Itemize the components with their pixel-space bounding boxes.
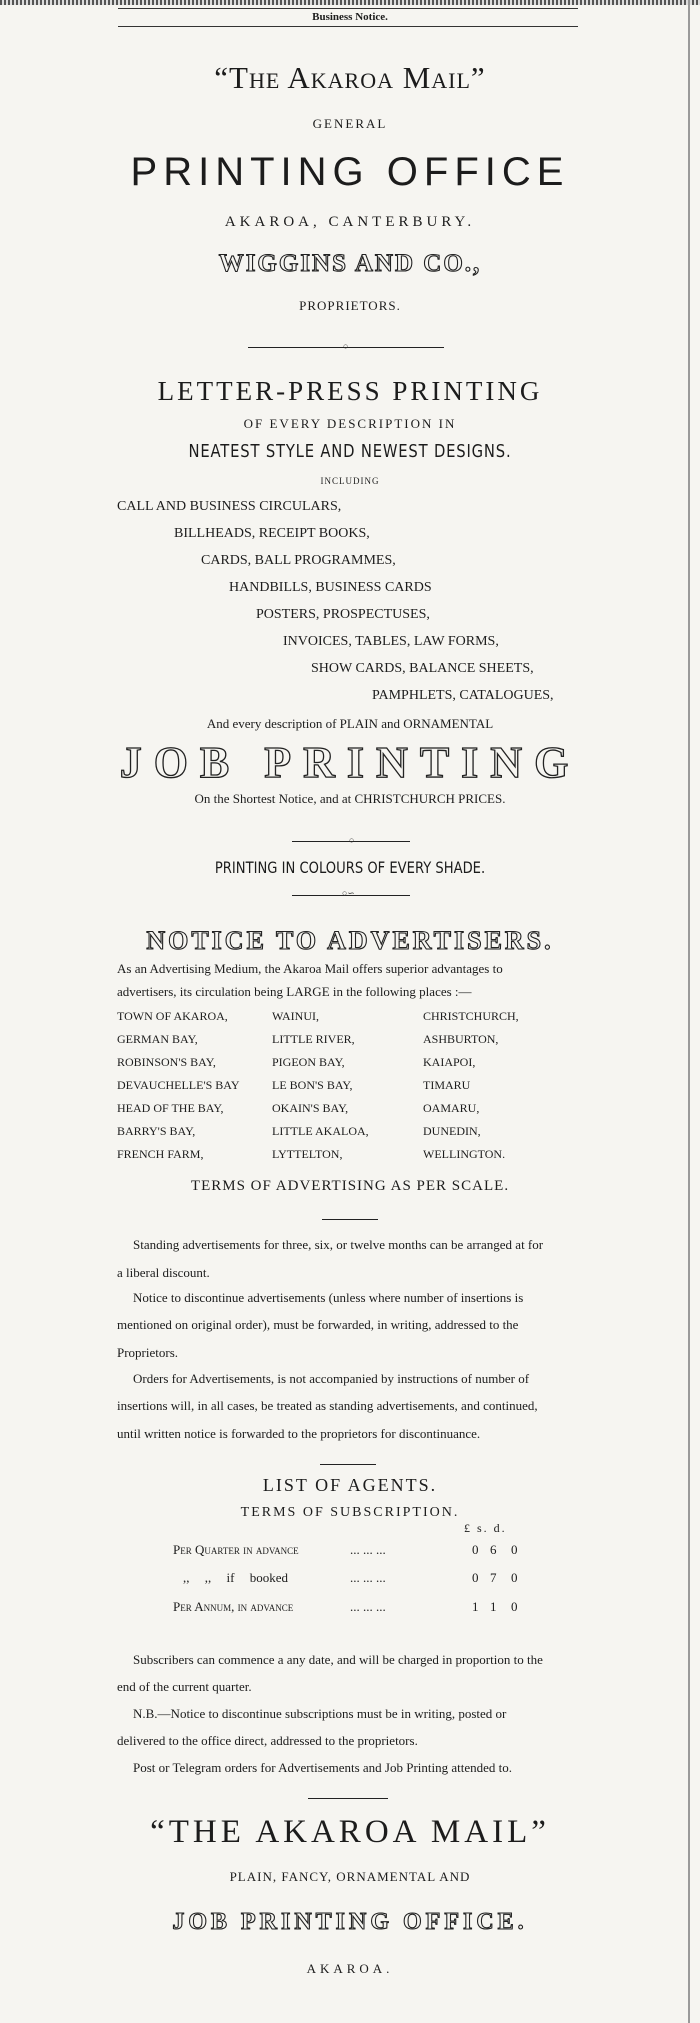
place-name: OKAIN'S BAY,: [272, 1101, 349, 1115]
currency-header: £ s. d.: [464, 1521, 507, 1535]
orders-paragraph: insertions will, in all cases, be treated as standing advertisements, and continued,: [117, 1398, 538, 1413]
service-item: PAMPHLETS, CATALOGUES,: [372, 688, 554, 703]
place-name: TOWN OF AKAROA,: [117, 1009, 228, 1023]
place-name: WELLINGTON.: [423, 1147, 506, 1161]
place-name: DUNEDIN,: [423, 1124, 481, 1138]
including-label: INCLUDING: [320, 476, 380, 486]
service-item: POSTERS, PROSPECTUSES,: [256, 607, 430, 622]
standing-ads-paragraph: Standing advertisements for three, six, or twelve months can be arranged at for: [133, 1237, 544, 1252]
job-printing-heading: JOB PRINTING: [119, 738, 581, 787]
row-leaders: ... ... ...: [350, 1570, 386, 1585]
row-leaders: ... ... ...: [350, 1542, 386, 1557]
header-rule-bottom: [118, 26, 578, 27]
header-rule-top: [118, 8, 578, 9]
place-name: LITTLE RIVER,: [272, 1032, 355, 1046]
place-name: LE BON'S BAY,: [272, 1078, 353, 1092]
nb-paragraph: N.B.—Notice to discontinue subscriptions must be in writing, posted or: [133, 1706, 507, 1721]
printing-office-heading: PRINTING OFFICE: [130, 150, 570, 194]
divider-4: [322, 1219, 378, 1220]
place-name: BARRY'S BAY,: [117, 1124, 196, 1138]
subscribers-paragraph: end of the current quarter.: [117, 1679, 252, 1694]
footer-title: “THE AKAROA MAIL”: [150, 1814, 550, 1850]
orders-paragraph: Orders for Advertisements, is not accompanied by instructions of number of: [133, 1371, 530, 1386]
row-pounds: 0: [472, 1542, 479, 1557]
place-name: KAIAPOI,: [423, 1055, 476, 1069]
row-pence: 0: [511, 1599, 518, 1614]
agents-heading: LIST OF AGENTS.: [262, 1475, 438, 1495]
every-description-line: And every description of PLAIN and ORNAMENTAL: [206, 716, 494, 731]
shortest-notice-line: On the Shortest Notice, and at CHRISTCHURCH PRICES.: [194, 791, 506, 806]
place-name: HEAD OF THE BAY,: [117, 1101, 224, 1115]
row-pounds: 0: [472, 1570, 479, 1585]
service-item: CARDS, BALL PROGRAMMES,: [201, 553, 396, 568]
advertising-intro-line: As an Advertising Medium, the Akaroa Mail offers superior advantages to: [117, 961, 503, 976]
footer-line: PLAIN, FANCY, ORNAMENTAL AND: [229, 1869, 471, 1884]
discontinue-ads-paragraph: Notice to discontinue advertisements (unless where number of insertions is: [133, 1290, 524, 1305]
place-name: GERMAN BAY,: [117, 1032, 198, 1046]
proprietors-label: PROPRIETORS.: [299, 298, 401, 313]
discontinue-ads-paragraph: Proprietors.: [117, 1345, 179, 1360]
place-name: ASHBURTON,: [423, 1032, 499, 1046]
service-item: SHOW CARDS, BALANCE SHEETS,: [311, 661, 534, 676]
orders-paragraph: until written notice is forwarded to the proprietors for discontinuance.: [117, 1426, 481, 1441]
row-label: Per Annum, in advance: [173, 1599, 294, 1614]
row-shillings: 7: [490, 1570, 497, 1585]
nb-paragraph: delivered to the office direct, addressed to the proprietors.: [117, 1733, 418, 1748]
place-name: LYTTELTON,: [272, 1147, 343, 1161]
place-name: LITTLE AKALOA,: [272, 1124, 369, 1138]
footer-place: AKAROA.: [306, 1961, 394, 1976]
colours-line: PRINTING IN COLOURS OF EVERY SHADE.: [214, 858, 486, 877]
divider-6: [308, 1798, 388, 1799]
service-item: CALL AND BUSINESS CIRCULARS,: [117, 499, 342, 514]
footer-office: JOB PRINTING OFFICE.: [172, 1909, 528, 1935]
row-label: ,, ,, if booked: [183, 1570, 288, 1585]
place-name: OAMARU,: [423, 1101, 480, 1115]
place-name: WAINUI,: [272, 1009, 319, 1023]
general-label: GENERAL: [312, 116, 388, 131]
subscribers-paragraph: Subscribers can commence a any date, and will be charged in proportion to the: [133, 1652, 543, 1667]
place-name: FRENCH FARM,: [117, 1147, 204, 1161]
row-shillings: 1: [490, 1599, 497, 1614]
top-border: [0, 0, 700, 5]
service-item: HANDBILLS, BUSINESS CARDS: [229, 580, 432, 595]
place-name: ROBINSON'S BAY,: [117, 1055, 216, 1069]
divider-ornament-2: ○: [349, 835, 355, 845]
description-line: OF EVERY DESCRIPTION IN: [243, 416, 457, 431]
firm-name: WIGGINS AND CO.,: [218, 250, 482, 277]
row-shillings: 6: [490, 1542, 497, 1557]
orders-attended-line: Post or Telegram orders for Advertisements and Job Printing attended to.: [133, 1760, 513, 1775]
row-pence: 0: [511, 1542, 518, 1557]
row-leaders: ... ... ...: [350, 1599, 386, 1614]
row-pounds: 1: [472, 1599, 479, 1614]
row-pence: 0: [511, 1570, 518, 1585]
divider-5: [320, 1464, 376, 1465]
place-name: CHRISTCHURCH,: [423, 1009, 519, 1023]
paper-title: “The Akaroa Mail”: [214, 60, 486, 95]
terms-line: TERMS OF ADVERTISING AS PER SCALE.: [190, 1178, 510, 1194]
subscription-heading: TERMS OF SUBSCRIPTION.: [240, 1505, 460, 1520]
advertising-intro-line: advertisers, its circulation being LARGE in the following places :—: [117, 984, 472, 999]
service-item: BILLHEADS, RECEIPT BOOKS,: [174, 526, 370, 541]
divider-ornament-3: ○∽: [342, 888, 355, 898]
advertisers-heading: NOTICE TO ADVERTISERS.: [146, 926, 554, 955]
letterpress-heading: LETTER-PRESS PRINTING: [157, 376, 543, 406]
discontinue-ads-paragraph: mentioned on original order), must be forwarded, in writing, addressed to the: [117, 1317, 519, 1332]
row-label: Per Quarter in advance: [173, 1542, 299, 1557]
place-name: PIGEON BAY,: [272, 1055, 345, 1069]
service-item: INVOICES, TABLES, LAW FORMS,: [283, 634, 499, 649]
divider-ornament-1: ○: [343, 341, 349, 351]
section-header: Business Notice.: [312, 11, 388, 23]
place-name: TIMARU: [423, 1078, 471, 1092]
location-line: AKAROA, CANTERBURY.: [224, 214, 476, 230]
standing-ads-paragraph: a liberal discount.: [117, 1265, 210, 1280]
style-line: NEATEST STYLE AND NEWEST DESIGNS.: [188, 441, 512, 462]
place-name: DEVAUCHELLE'S BAY: [117, 1078, 240, 1092]
